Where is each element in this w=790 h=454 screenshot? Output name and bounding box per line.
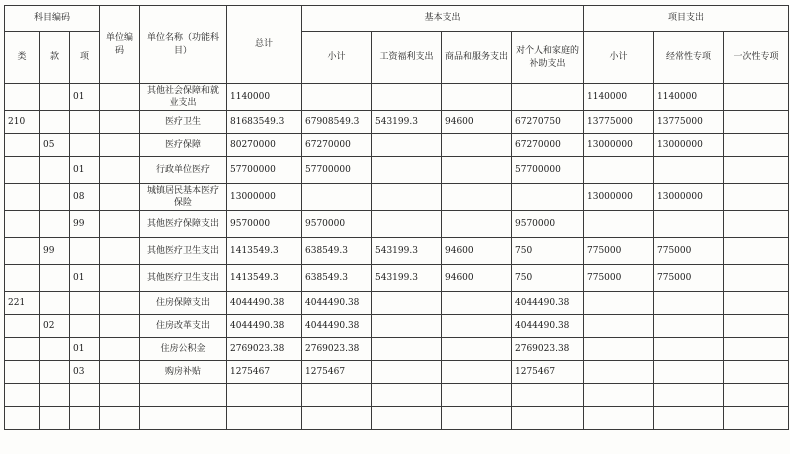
total-cell: 4044490.38 <box>227 315 302 338</box>
item-cell: 01 <box>70 157 100 184</box>
recurring-cell: 13000000 <box>654 134 724 157</box>
empty-cell <box>724 407 789 430</box>
section-cell <box>40 292 70 315</box>
section-cell <box>40 265 70 292</box>
empty-cell <box>512 384 584 407</box>
class-cell <box>5 184 40 211</box>
item-header: 项 <box>70 32 100 84</box>
basic-expenditure-header: 基本支出 <box>302 6 584 32</box>
empty-cell <box>227 407 302 430</box>
item-cell: 08 <box>70 184 100 211</box>
one-time-project-header: 一次性专项 <box>724 32 789 84</box>
project-expenditure-header: 项目支出 <box>584 6 789 32</box>
unit-name-cell: 购房补贴 <box>140 361 227 384</box>
item-cell: 01 <box>70 338 100 361</box>
project-subtotal-cell: 1140000 <box>584 84 654 111</box>
recurring-cell: 775000 <box>654 238 724 265</box>
one-time-cell <box>724 111 789 134</box>
table-row <box>5 84 789 111</box>
wages-welfare-header: 工资福利支出 <box>372 32 442 84</box>
section-cell <box>40 157 70 184</box>
wages-cell <box>372 211 442 238</box>
one-time-cell <box>724 84 789 111</box>
class-cell <box>5 361 40 384</box>
table-row <box>5 361 789 384</box>
wages-cell <box>372 84 442 111</box>
wages-cell <box>372 315 442 338</box>
empty-row <box>5 407 789 430</box>
basic-subtotal-cell: 4044490.38 <box>302 292 372 315</box>
unit-name-header: 单位名称（功能科目） <box>140 6 227 84</box>
empty-cell <box>512 407 584 430</box>
one-time-cell <box>724 361 789 384</box>
unit-name-cell: 其他医疗卫生支出 <box>140 238 227 265</box>
one-time-cell <box>724 157 789 184</box>
empty-cell <box>584 407 654 430</box>
item-cell: 01 <box>70 84 100 111</box>
unit-code-cell <box>100 111 140 134</box>
wages-cell <box>372 157 442 184</box>
goods-cell <box>442 211 512 238</box>
subsidy-cell: 4044490.38 <box>512 315 584 338</box>
table-row <box>5 338 789 361</box>
recurring-cell <box>654 292 724 315</box>
unit-code-header: 单位编码 <box>100 6 140 84</box>
unit-name-cell: 行政单位医疗 <box>140 157 227 184</box>
project-subtotal-cell: 775000 <box>584 265 654 292</box>
empty-cell <box>227 384 302 407</box>
class-cell <box>5 265 40 292</box>
unit-code-cell <box>100 338 140 361</box>
one-time-cell <box>724 238 789 265</box>
recurring-cell <box>654 211 724 238</box>
wages-cell <box>372 134 442 157</box>
table-row <box>5 184 789 211</box>
unit-code-cell <box>100 134 140 157</box>
unit-code-cell <box>100 265 140 292</box>
one-time-cell <box>724 184 789 211</box>
total-cell: 80270000 <box>227 134 302 157</box>
unit-name-cell: 城镇居民基本医疗保险 <box>140 184 227 211</box>
wages-cell <box>372 361 442 384</box>
project-subtotal-cell <box>584 211 654 238</box>
subsidy-individuals-header: 对个人和家庭的补助支出 <box>512 32 584 84</box>
empty-cell <box>654 407 724 430</box>
recurring-cell <box>654 338 724 361</box>
wages-cell: 543199.3 <box>372 265 442 292</box>
goods-cell <box>442 134 512 157</box>
subsidy-cell: 67270750 <box>512 111 584 134</box>
basic-subtotal-cell: 67270000 <box>302 134 372 157</box>
subject-code-header: 科目编码 <box>5 6 100 32</box>
goods-cell: 94600 <box>442 111 512 134</box>
recurring-cell <box>654 315 724 338</box>
wages-cell: 543199.3 <box>372 238 442 265</box>
total-cell: 81683549.3 <box>227 111 302 134</box>
subsidy-cell: 4044490.38 <box>512 292 584 315</box>
one-time-cell <box>724 292 789 315</box>
wages-cell <box>372 184 442 211</box>
recurring-cell <box>654 361 724 384</box>
total-cell: 1413549.3 <box>227 238 302 265</box>
project-subtotal-cell <box>584 361 654 384</box>
section-cell: 05 <box>40 134 70 157</box>
class-cell <box>5 134 40 157</box>
class-cell <box>5 238 40 265</box>
goods-cell <box>442 361 512 384</box>
table-row <box>5 111 789 134</box>
empty-cell <box>302 407 372 430</box>
section-cell <box>40 361 70 384</box>
class-cell <box>5 211 40 238</box>
table-row <box>5 265 789 292</box>
basic-subtotal-cell <box>302 84 372 111</box>
project-subtotal-cell <box>584 338 654 361</box>
table-row <box>5 315 789 338</box>
basic-subtotal-cell: 57700000 <box>302 157 372 184</box>
subsidy-cell: 67270000 <box>512 134 584 157</box>
table-row <box>5 292 789 315</box>
basic-subtotal-cell: 1275467 <box>302 361 372 384</box>
one-time-cell <box>724 134 789 157</box>
recurring-cell <box>654 157 724 184</box>
unit-name-cell: 住房保障支出 <box>140 292 227 315</box>
one-time-cell <box>724 338 789 361</box>
table-header <box>5 6 789 84</box>
item-cell: 01 <box>70 265 100 292</box>
one-time-cell <box>724 211 789 238</box>
project-subtotal-cell: 13000000 <box>584 184 654 211</box>
unit-name-cell: 住房改革支出 <box>140 315 227 338</box>
unit-name-cell: 其他医疗卫生支出 <box>140 265 227 292</box>
unit-name-cell: 其他社会保障和就业支出 <box>140 84 227 111</box>
empty-cell <box>70 407 100 430</box>
empty-cell <box>100 384 140 407</box>
unit-code-cell <box>100 292 140 315</box>
subsidy-cell: 1275467 <box>512 361 584 384</box>
empty-cell <box>40 384 70 407</box>
goods-cell <box>442 315 512 338</box>
section-header: 款 <box>40 32 70 84</box>
basic-subtotal-cell: 638549.3 <box>302 265 372 292</box>
item-cell <box>70 292 100 315</box>
subsidy-cell: 750 <box>512 238 584 265</box>
empty-cell <box>372 384 442 407</box>
wages-cell <box>372 292 442 315</box>
project-subtotal-cell <box>584 157 654 184</box>
section-cell: 02 <box>40 315 70 338</box>
goods-cell <box>442 338 512 361</box>
unit-code-cell <box>100 361 140 384</box>
item-cell <box>70 238 100 265</box>
total-cell: 57700000 <box>227 157 302 184</box>
basic-subtotal-cell: 638549.3 <box>302 238 372 265</box>
empty-cell <box>654 384 724 407</box>
basic-subtotal-header: 小计 <box>302 32 372 84</box>
unit-code-cell <box>100 157 140 184</box>
class-cell <box>5 84 40 111</box>
class-cell <box>5 157 40 184</box>
section-cell <box>40 111 70 134</box>
item-cell: 03 <box>70 361 100 384</box>
empty-cell <box>5 384 40 407</box>
recurring-project-header: 经常性专项 <box>654 32 724 84</box>
subsidy-cell <box>512 184 584 211</box>
project-subtotal-cell <box>584 292 654 315</box>
unit-name-cell: 医疗保障 <box>140 134 227 157</box>
subsidy-cell: 57700000 <box>512 157 584 184</box>
empty-row <box>5 384 789 407</box>
empty-cell <box>724 384 789 407</box>
empty-cell <box>140 407 227 430</box>
item-cell <box>70 134 100 157</box>
recurring-cell: 13000000 <box>654 184 724 211</box>
empty-cell <box>584 384 654 407</box>
empty-cell <box>372 407 442 430</box>
goods-cell: 94600 <box>442 265 512 292</box>
basic-subtotal-cell <box>302 184 372 211</box>
item-cell: 99 <box>70 211 100 238</box>
wages-cell <box>372 338 442 361</box>
section-cell <box>40 184 70 211</box>
class-cell: 210 <box>5 111 40 134</box>
project-subtotal-cell <box>584 315 654 338</box>
wages-cell: 543199.3 <box>372 111 442 134</box>
total-cell: 4044490.38 <box>227 292 302 315</box>
project-subtotal-cell: 13775000 <box>584 111 654 134</box>
goods-cell <box>442 84 512 111</box>
goods-cell <box>442 184 512 211</box>
empty-cell <box>302 384 372 407</box>
empty-cell <box>5 407 40 430</box>
table-row <box>5 238 789 265</box>
unit-code-cell <box>100 84 140 111</box>
unit-name-cell: 住房公积金 <box>140 338 227 361</box>
unit-code-cell <box>100 238 140 265</box>
table-body <box>5 84 789 430</box>
table-row <box>5 134 789 157</box>
project-subtotal-cell: 775000 <box>584 238 654 265</box>
item-cell <box>70 315 100 338</box>
section-cell: 99 <box>40 238 70 265</box>
subsidy-cell: 750 <box>512 265 584 292</box>
unit-name-cell: 医疗卫生 <box>140 111 227 134</box>
total-cell: 9570000 <box>227 211 302 238</box>
recurring-cell: 775000 <box>654 265 724 292</box>
total-cell: 13000000 <box>227 184 302 211</box>
empty-cell <box>100 407 140 430</box>
empty-cell <box>442 384 512 407</box>
subsidy-cell <box>512 84 584 111</box>
empty-cell <box>40 407 70 430</box>
section-cell <box>40 211 70 238</box>
table-row <box>5 157 789 184</box>
project-subtotal-cell: 13000000 <box>584 134 654 157</box>
empty-cell <box>140 384 227 407</box>
class-header: 类 <box>5 32 40 84</box>
basic-subtotal-cell: 9570000 <box>302 211 372 238</box>
recurring-cell: 1140000 <box>654 84 724 111</box>
unit-code-cell <box>100 184 140 211</box>
table-row <box>5 211 789 238</box>
total-cell: 1275467 <box>227 361 302 384</box>
unit-code-cell <box>100 211 140 238</box>
goods-cell <box>442 292 512 315</box>
class-cell <box>5 338 40 361</box>
one-time-cell <box>724 315 789 338</box>
project-subtotal-header: 小计 <box>584 32 654 84</box>
one-time-cell <box>724 265 789 292</box>
subsidy-cell: 2769023.38 <box>512 338 584 361</box>
subsidy-cell: 9570000 <box>512 211 584 238</box>
item-cell <box>70 111 100 134</box>
class-cell: 221 <box>5 292 40 315</box>
goods-cell <box>442 157 512 184</box>
section-cell <box>40 84 70 111</box>
basic-subtotal-cell: 2769023.38 <box>302 338 372 361</box>
goods-cell: 94600 <box>442 238 512 265</box>
recurring-cell: 13775000 <box>654 111 724 134</box>
empty-cell <box>70 384 100 407</box>
goods-services-header: 商品和服务支出 <box>442 32 512 84</box>
basic-subtotal-cell: 67908549.3 <box>302 111 372 134</box>
total-cell: 2769023.38 <box>227 338 302 361</box>
budget-table <box>4 5 789 430</box>
total-header: 总计 <box>227 6 302 84</box>
empty-cell <box>442 407 512 430</box>
unit-code-cell <box>100 315 140 338</box>
total-cell: 1140000 <box>227 84 302 111</box>
total-cell: 1413549.3 <box>227 265 302 292</box>
section-cell <box>40 338 70 361</box>
unit-name-cell: 其他医疗保障支出 <box>140 211 227 238</box>
basic-subtotal-cell: 4044490.38 <box>302 315 372 338</box>
class-cell <box>5 315 40 338</box>
